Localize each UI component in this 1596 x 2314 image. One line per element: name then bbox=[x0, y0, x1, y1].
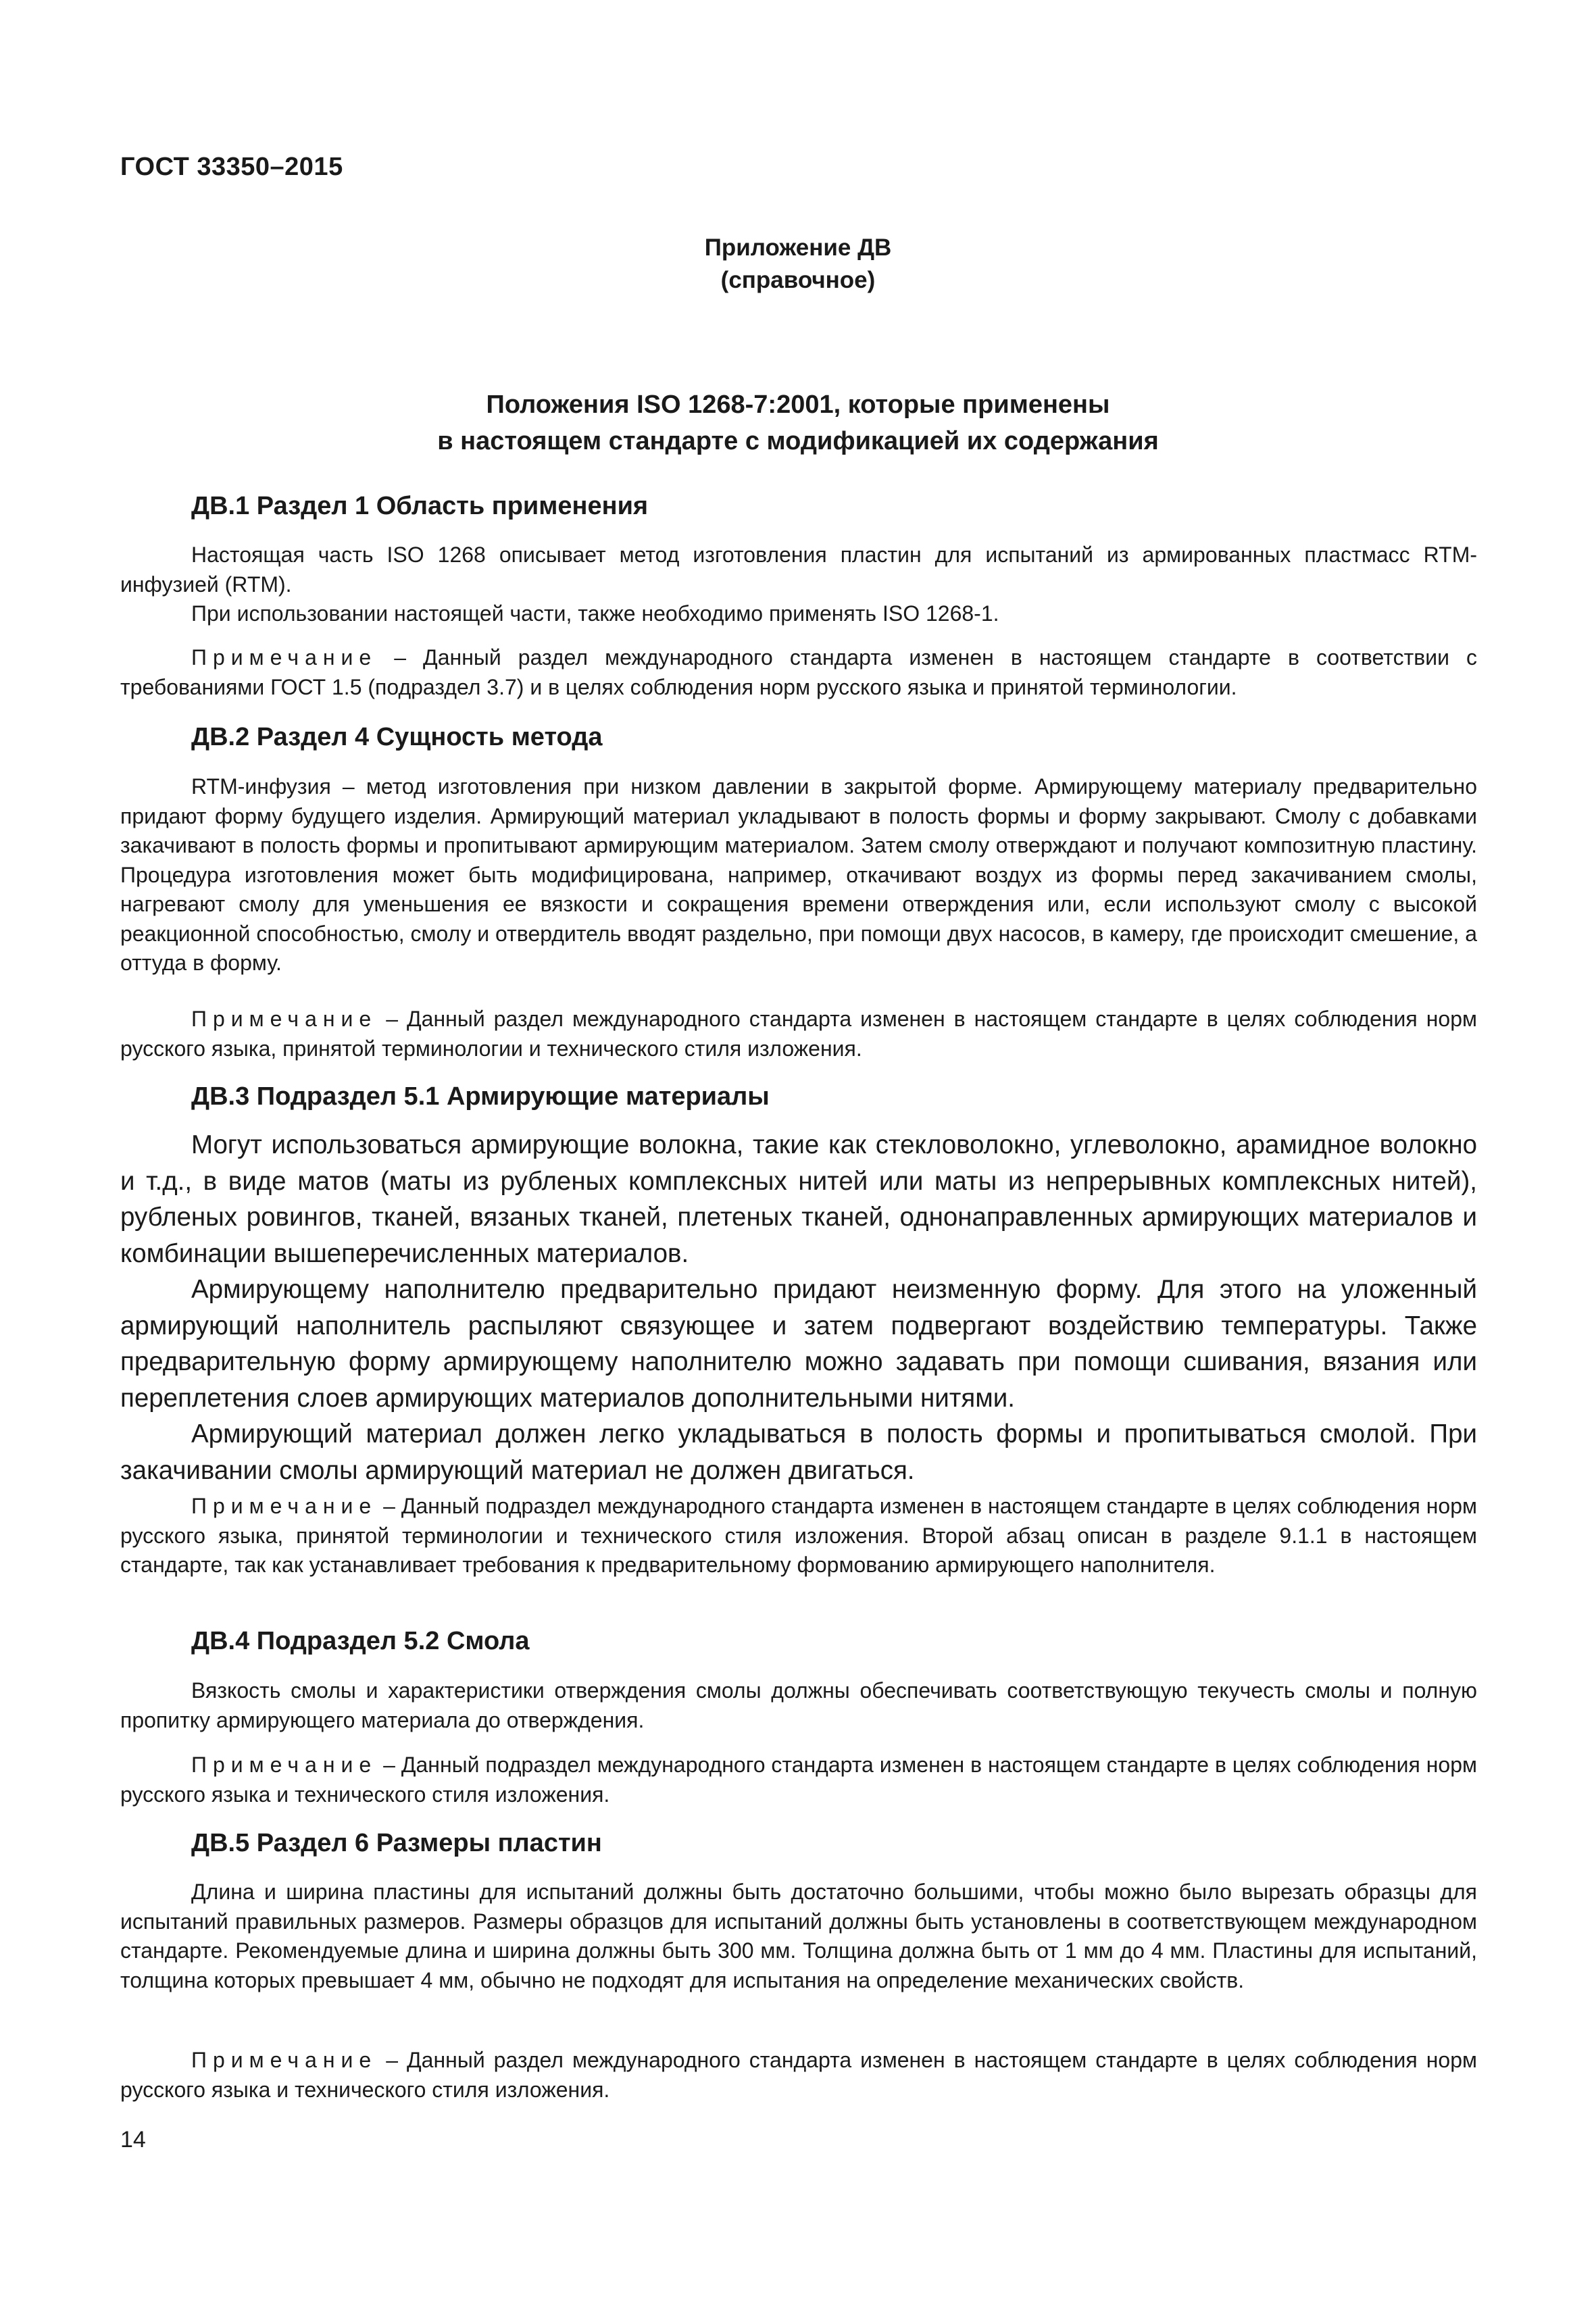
note-label: Примечание bbox=[191, 1007, 378, 1031]
section-dv1-paragraph-1: Настоящая часть ISO 1268 описывает метод изготовления пластин для испытаний из армированных пластмасс RTM-инфузией (RTM). bbox=[120, 543, 1477, 597]
note-text: – Данный подраздел международного стандарта изменен в настоящем стандарте в целях соблюдения норм русского языка, принятой терминологии и технического стиля изложения. Второй абзац описан в разделе 9.1.1 в настоящем стандарте, так как устанавливает требования к предварительному формованию армирующего наполнителя. bbox=[120, 1494, 1477, 1577]
note-label: Примечание bbox=[191, 645, 378, 670]
note-text: – Данный подраздел международного стандарта изменен в настоящем стандарте в целях соблюдения норм русского языка и технического стиля изложения. bbox=[120, 1753, 1477, 1807]
section-dv4-note bbox=[120, 1751, 1477, 1809]
section-dv5-note bbox=[120, 2046, 1477, 2105]
note-label: Примечание bbox=[191, 2048, 378, 2072]
note-text: – Данный раздел международного стандарта изменен в настоящем стандарте в целях соблюдения норм русского языка, принятой терминологии и технического стиля изложения. bbox=[120, 1007, 1477, 1061]
document-id: ГОСТ 33350–2015 bbox=[120, 153, 343, 181]
section-dv2-paragraph-1: RTM-инфузия – метод изготовления при низком давлении в закрытой форме. Армирующему материалу предварительно придают форму будущего изделия. Армирующий материал укладывают в полость формы и форму закрывают. Смолу с добавками закачивают в полость формы и пропитывают армирующим материалом. Затем смолу отверждают и получают композитную пластину. Процедура изготовления может быть модифицирована, например, откачивают воздух из формы перед закачиванием смолы, нагревают смолу для уменьшения ее вязкости и сокращения времени отверждения или, если используют смолу с высокой реакционной способностью, смолу и отвердитель вводят раздельно, при помощи двух насосов, в камеру, где происходит смешение, а оттуда в форму. bbox=[120, 774, 1477, 975]
section-dv3-note bbox=[120, 1492, 1477, 1580]
appendix-title-line2: в настоящем стандарте с модификацией их содержания bbox=[437, 427, 1159, 455]
note-text: – Данный раздел международного стандарта изменен в настоящем стандарте в соответствии с требованиями ГОСТ 1.5 (подраздел 3.7) и в целях соблюдения норм русского языка и принятой терминологии. bbox=[120, 645, 1477, 699]
section-heading-dv5: ДВ.5 Раздел 6 Размеры пластин bbox=[191, 1829, 602, 1857]
section-heading-dv1: ДВ.1 Раздел 1 Область применения bbox=[191, 492, 649, 520]
section-heading-dv3: ДВ.3 Подраздел 5.1 Армирующие материалы bbox=[191, 1082, 770, 1111]
note-text: – Данный раздел международного стандарта изменен в настоящем стандарте в целях соблюдения норм русского языка и технического стиля изложения. bbox=[120, 2048, 1477, 2102]
section-dv3-paragraph-2: Армирующему наполнителю предварительно придают неизменную форму. Для этого на уложенный армирующий наполнитель распыляют связующее и затем подвергают воздействию температуры. Также предварительную форму армирующему наполнителю можно задавать при помощи сшивания, вязания или переплетения слоев армирующих материалов дополнительными нитями. bbox=[120, 1275, 1477, 1413]
section-heading-dv2: ДВ.2 Раздел 4 Сущность метода bbox=[191, 723, 603, 751]
section-dv5-paragraph-1: Длина и ширина пластины для испытаний должны быть достаточно большими, чтобы можно было вырезать образцы для испытаний правильных размеров. Размеры образцов для испытаний должны быть установлены в соответствующем международном стандарте. Рекомендуемые длина и ширина должны быть 300 мм. Толщина должна быть от 1 мм до 4 мм. Пластины для испытаний, толщина которых превышает 4 мм, обычно не подходят для испытания на определение механических свойств. bbox=[120, 1880, 1477, 1992]
section-dv1-paragraph-2: При использовании настоящей части, также необходимо применять ISO 1268-1. bbox=[191, 601, 999, 626]
section-heading-dv4: ДВ.4 Подраздел 5.2 Смола bbox=[191, 1627, 530, 1655]
section-dv3-paragraph-3: Армирующий материал должен легко укладываться в полость формы и пропитываться смолой. При закачивании смолы армирующий материал не должен двигаться. bbox=[120, 1419, 1477, 1485]
section-dv1-note bbox=[120, 643, 1477, 702]
section-dv2-note bbox=[120, 1005, 1477, 1063]
note-label: Примечание bbox=[191, 1753, 378, 1777]
appendix-title-line1: Положения ISO 1268-7:2001, которые применены bbox=[486, 391, 1110, 419]
appendix-type: (справочное) bbox=[720, 267, 876, 293]
page-number: 14 bbox=[120, 2127, 146, 2153]
appendix-label: Приложение ДВ bbox=[704, 234, 892, 261]
section-dv3-paragraph-1: Могут использоваться армирующие волокна, такие как стекловолокно, углеволокно, арамидное волокно и т.д., в виде матов (маты из рубленых комплексных нитей или маты из непрерывных комплексных нитей), рубленых ровингов, тканей, вязаных тканей, плетеных тканей, однонаправленных армирующих материалов и комбинации вышеперечисленных материалов. bbox=[120, 1130, 1477, 1268]
section-dv4-paragraph-1: Вязкость смолы и характеристики отверждения смолы должны обеспечивать соответствующую текучесть смолы и полную пропитку армирующего материала до отверждения. bbox=[120, 1678, 1477, 1732]
note-label: Примечание bbox=[191, 1494, 378, 1518]
